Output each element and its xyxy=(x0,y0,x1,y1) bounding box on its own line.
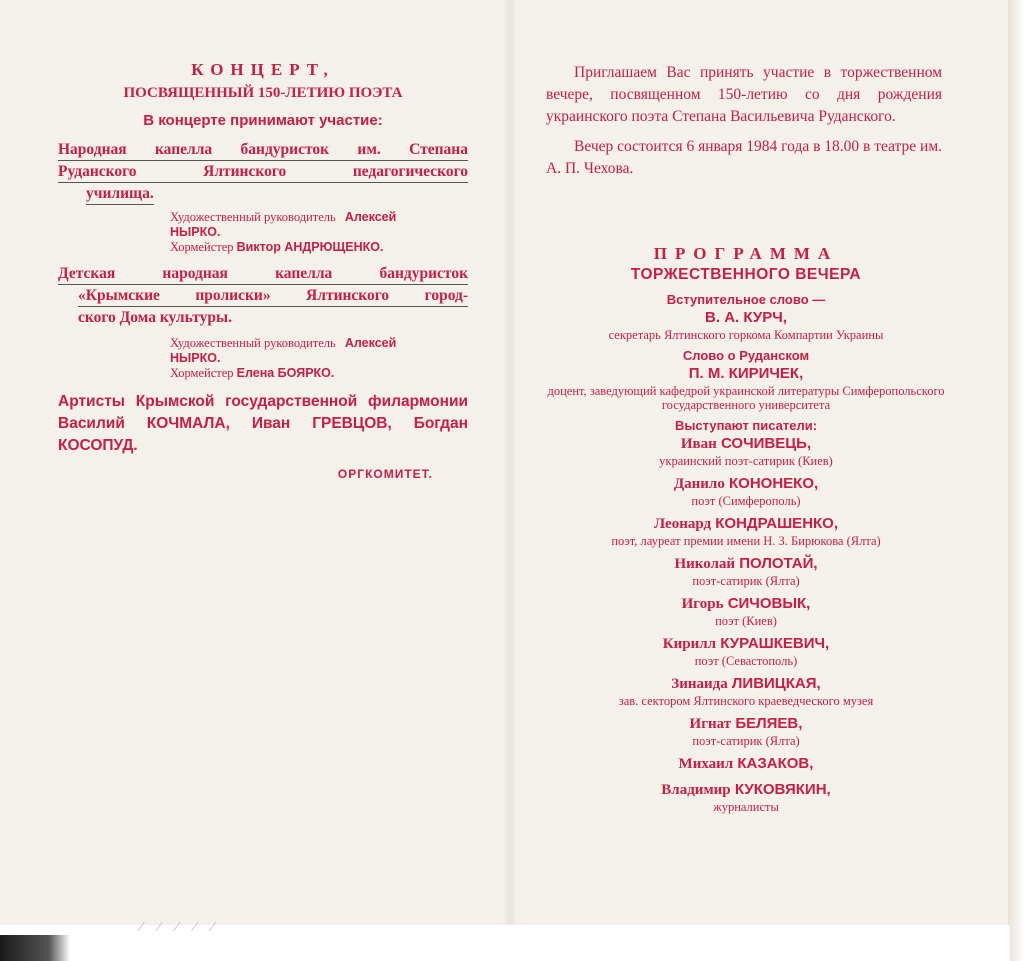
speaker-last-name: ПОЛОТАЙ, xyxy=(739,555,818,572)
program-section xyxy=(546,244,946,820)
speaker-first-name: Зинаида xyxy=(671,676,728,692)
program-entry xyxy=(546,474,946,508)
program-entry xyxy=(546,674,946,708)
program-entry xyxy=(546,514,946,548)
group1-name xyxy=(58,139,468,205)
group1-line2: Руданского Ялтинского педагогического xyxy=(58,161,468,183)
speaker-name xyxy=(546,364,946,384)
speaker-description: поэт-сатирик (Ялта) xyxy=(692,574,800,588)
program-entry xyxy=(546,780,946,814)
speaker-name xyxy=(546,474,946,494)
program-entry xyxy=(546,714,946,748)
speaker-first-name: Кирилл xyxy=(662,636,717,652)
group1-credits xyxy=(170,210,468,255)
speaker-first-name: Иван xyxy=(680,436,717,452)
program-entry-heading: Вступительное слово — xyxy=(666,292,826,307)
speaker-name xyxy=(546,434,946,454)
program-entry xyxy=(546,292,946,342)
speaker-name xyxy=(546,308,946,328)
group2-name xyxy=(58,263,468,328)
speaker-description: зав. сектором Ялтинского краеведческого музея xyxy=(618,694,874,708)
choir-label: Хормейстер xyxy=(170,240,234,254)
speaker-last-name: СИЧОВЫК, xyxy=(727,595,811,612)
speaker-description: секретарь Ялтинского горкома Компартии Украины xyxy=(608,328,884,342)
concert-title: КОНЦЕРТ, xyxy=(191,60,335,79)
speaker-last-name: СОЧИВЕЦЬ, xyxy=(720,435,812,452)
group2-line1: Детская народная капелла бандуристок xyxy=(58,263,468,285)
artists-paragraph: Артисты Крымской государственной филармонии Василий КОЧМАЛА, Иван ГРЕВЦОВ, Богдан КОСОПУД. xyxy=(58,393,468,454)
speaker-description: поэт-сатирик (Ялта) xyxy=(692,734,800,748)
director-first: Алексей xyxy=(344,336,397,350)
speaker-last-name: КОНДРАШЕНКО, xyxy=(715,515,839,532)
participants-intro: В концерте принимают участие: xyxy=(143,112,383,129)
group2-line3: ского Дома культуры. xyxy=(78,309,232,326)
speaker-first-name: Игнат xyxy=(689,716,732,732)
choir-name: Елена БОЯРКО. xyxy=(236,366,335,380)
invitation-paragraph: Приглашаем Вас принять участие в торжественном вечере, посвященном 150-летию со дня рождения украинского поэта Степана Васильевича Руданского. xyxy=(546,64,942,125)
speaker-last-name: КОНОНЕКО, xyxy=(729,475,819,492)
group1-line3: училища. xyxy=(86,183,154,205)
group1-director xyxy=(170,210,468,240)
program-entry xyxy=(546,554,946,588)
speaker-first-name: Николай xyxy=(674,556,736,572)
choir-label: Хормейстер xyxy=(170,366,234,380)
speaker-last-name: БЕЛЯЕВ, xyxy=(735,715,803,732)
group2-line2: «Крымские пролиски» Ялтинского город- xyxy=(78,285,468,307)
speaker-last-name: П. М. КИРИЧЕК, xyxy=(688,365,804,382)
speaker-name xyxy=(546,634,946,654)
program-entry-heading: Слово о Руданском xyxy=(682,348,810,363)
speaker-description: поэт, лауреат премии имени Н. З. Бирюкова (Ялта) xyxy=(611,534,881,548)
director-label: Художественный руководитель xyxy=(170,210,336,224)
speaker-first-name: Данило xyxy=(673,476,725,492)
invitation-section xyxy=(546,62,942,180)
speaker-name xyxy=(546,754,946,774)
group1-line1: Народная капелла бандуристок им. Степана xyxy=(58,139,468,161)
speaker-name xyxy=(546,780,946,800)
director-label: Художественный руководитель xyxy=(170,336,336,350)
program-subtitle: ТОРЖЕСТВЕННОГО ВЕЧЕРА xyxy=(630,266,862,283)
event-details: Вечер состоится 6 января 1984 года в 18.00 в театре им. А. П. Чехова. xyxy=(546,138,942,177)
speaker-description: украинский поэт-сатирик (Киев) xyxy=(659,454,833,468)
speaker-first-name: Леонард xyxy=(653,516,712,532)
speaker-first-name: Владимир xyxy=(661,782,731,798)
speaker-name xyxy=(546,594,946,614)
speaker-first-name: Игорь xyxy=(681,596,724,612)
speaker-description: журналисты xyxy=(713,800,779,814)
director-last: НЫРКО. xyxy=(170,351,221,365)
speaker-last-name: КАЗАКОВ, xyxy=(737,755,814,772)
organizing-committee: ОРГКОМИТЕТ. xyxy=(337,467,433,481)
speaker-first-name: Михаил xyxy=(678,756,734,772)
program-entry xyxy=(546,348,946,412)
scan-shadow xyxy=(0,935,70,961)
speaker-description: поэт (Севастополь) xyxy=(694,654,798,668)
director-last: НЫРКО. xyxy=(170,225,221,239)
program-entry xyxy=(546,754,946,774)
group1-choirmaster xyxy=(170,240,468,255)
speaker-name xyxy=(546,714,946,734)
group2-credits xyxy=(170,336,468,381)
speaker-name xyxy=(546,674,946,694)
pencil-mark: ⁄ ⁄ ∕ ∕ ∕ xyxy=(140,920,220,935)
speaker-description: поэт (Киев) xyxy=(715,614,777,628)
speaker-last-name: ЛИВИЦКАЯ, xyxy=(731,675,821,692)
paper-edge xyxy=(1008,0,1024,961)
group2-choirmaster xyxy=(170,366,468,381)
program-entry xyxy=(546,594,946,628)
speaker-last-name: КУРАШКЕВИЧ, xyxy=(720,635,830,652)
speaker-last-name: В. А. КУРЧ, xyxy=(705,309,787,326)
group2-director xyxy=(170,336,468,366)
speaker-last-name: КУКОВЯКИН, xyxy=(734,781,831,798)
choir-name: Виктор АНДРЮЩЕНКО. xyxy=(236,240,384,254)
program-entry-heading: Выступают писатели: xyxy=(674,418,818,433)
speaker-name xyxy=(546,554,946,574)
program-title: ПРОГРАММА xyxy=(653,244,839,263)
speaker-name xyxy=(546,514,946,534)
speaker-description: доцент, заведующий кафедрой украинской литературы Симферопольского государственного университета xyxy=(547,384,945,412)
concert-section xyxy=(58,60,468,481)
concert-subtitle: ПОСВЯЩЕННЫЙ 150-ЛЕТИЮ ПОЭТА xyxy=(123,85,403,101)
program-entry xyxy=(546,634,946,668)
program-list xyxy=(546,292,946,814)
director-first: Алексей xyxy=(344,210,397,224)
center-fold xyxy=(503,0,517,935)
program-entry xyxy=(546,418,946,468)
speaker-description: поэт (Симферополь) xyxy=(691,494,801,508)
